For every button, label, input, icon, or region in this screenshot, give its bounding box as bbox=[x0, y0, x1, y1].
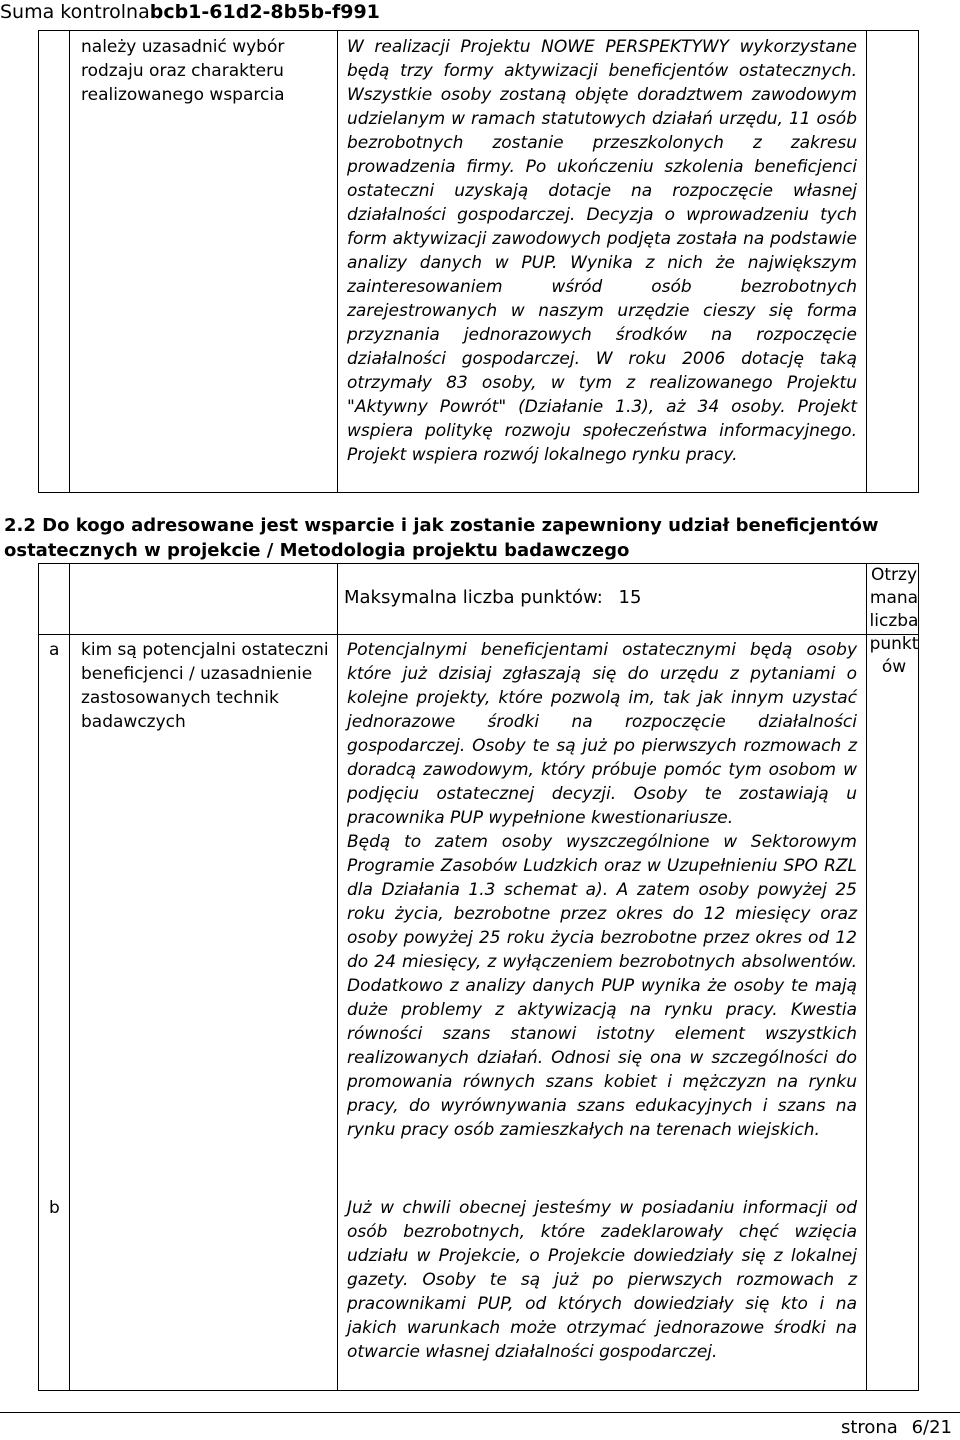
row-letter-a: a bbox=[49, 640, 60, 660]
answer-paragraph: Potencjalnymi beneficjentami ostatecznymi będą osoby które już dzisiaj zgłaszają się do urzędu z pytaniami o kolejne projekty, które pozwolą im, tak jak innym uzystać jednorazowe środki na rozpoczęcie działalności gospodarczej. Osoby te są już po pierwszych rozmowach z doradcą zawodowym, który próbuje pomóc tym osobom w podjęciu ostatecznej decyzji. Osoby te zostawiają u pracownika PUP wypełnione kwestionariusze. bbox=[347, 640, 857, 828]
checksum-value: bcb1-61d2-8b5b-f991 bbox=[149, 1, 380, 23]
column-divider bbox=[69, 31, 70, 492]
answer-text-a bbox=[347, 638, 857, 1142]
footer-rule bbox=[0, 1412, 960, 1413]
max-points-value: 15 bbox=[618, 587, 642, 608]
criteria-table-top bbox=[38, 30, 919, 493]
checksum-header bbox=[0, 0, 960, 26]
max-points-label bbox=[344, 586, 644, 610]
column-divider bbox=[337, 564, 338, 1390]
column-divider bbox=[866, 31, 867, 492]
column-divider bbox=[69, 564, 70, 1390]
answer-paragraph: Będą to zatem osoby wyszczególnione w Sektorowym Programie Zasobów Ludzkich oraz w Uzupełnieniu SPO RZL dla Działania 1.3 schemat a). A zatem osoby powyżej 25 roku życia, bezrobotne przez okres do 12 miesięcy oraz osoby powyżej 25 roku życia bezrobotne przez okres od 12 do 24 miesięcy, z wyłączeniem bezrobotnych absolwentów. Dodatkowo z analizy danych PUP wynika że osoby te mają duże problemy z aktywizacją na rynku pracy. Kwestia równości szans stanowi istotny element wszystkich realizowanych działań. Odnosi się ona w szczególności do promowania równych szans kobiet i mężczyzn na rynku pracy, do wyrównywania szans edukacyjnych i szans na rynku pracy osób zamieszkałych na terenach wiejskich. bbox=[347, 832, 857, 1140]
checksum-label: Suma kontrolna bbox=[0, 1, 150, 23]
answer-text-b: Już w chwili obecnej jesteśmy w posiadaniu informacji od osób bezrobotnych, które zadeklarowały chęć wzięcia udziału w Projekcie, o Projekcie dowiedziały się z lokalnej gazety. Osoby te są już po pierwszych rozmowach z pracownikami PUP, od których dowiedziały się kto i na jakich warunkach może otrzymać jednorazowe środki na otwarcie własnej działalności gospodarczej. bbox=[347, 1198, 857, 1362]
max-points-text: Maksymalna liczba punktów: bbox=[344, 587, 603, 608]
column-divider bbox=[866, 564, 867, 1390]
received-points-label: Otrzymana liczba punktów bbox=[869, 565, 919, 677]
criterion-label-a: kim są potencjalni ostateczni beneficjenci / uzasadnienie zastosowanych technik badawczych bbox=[81, 640, 329, 732]
criteria-table-bottom bbox=[38, 563, 919, 1391]
page-number: 6/21 bbox=[911, 1417, 952, 1438]
column-divider bbox=[337, 31, 338, 492]
justification-text: W realizacji Projektu NOWE PERSPEKTYWY wykorzystane będą trzy formy aktywizacji beneficjentów ostatecznych. Wszystkie osoby zostaną objęte doradztwem zawodowym udzielanym w ramach statutowych działań urzędu, 11 osób bezrobotnych zostanie przeszkolonych z zakresu prowadzenia firmy. Po ukończeniu szkolenia beneficjenci ostateczni uzyskają dotacje na rozpoczęcie własnej działalności gospodarczej. Decyzja o wprowadzeniu tych form aktywizacji zawodowych podjęta została na podstawie analizy danych w PUP. Wynika z nich że największym zainteresowaniem wśród osób bezrobotnych zarejestrowanych w naszym urzędzie cieszy się forma przyznania jednorazowych środków na rozpoczęcie działalności gospodarczej. W roku 2006 dotację taką otrzymały 83 osoby, w tym z realizowanego Projektu "Aktywny Powrót" (Działanie 1.3), aż 34 osoby. Projekt wspiera politykę rozwoju społeczeństwa informacyjnego. Projekt wspiera rozwój lokalnego rynku pracy. bbox=[347, 37, 857, 465]
page-footer bbox=[841, 1417, 952, 1439]
page-label: strona bbox=[840, 1417, 898, 1438]
row-letter-b: b bbox=[49, 1198, 60, 1218]
row-divider bbox=[39, 634, 918, 635]
criterion-label: należy uzasadnić wybór rodzaju oraz charakteru realizowanego wsparcia bbox=[81, 37, 285, 105]
section-heading: 2.2 Do kogo adresowane jest wsparcie i jak zostanie zapewniony udział beneficjentów ostatecznych w projekcie / Metodologia projektu badawczego bbox=[4, 515, 879, 561]
